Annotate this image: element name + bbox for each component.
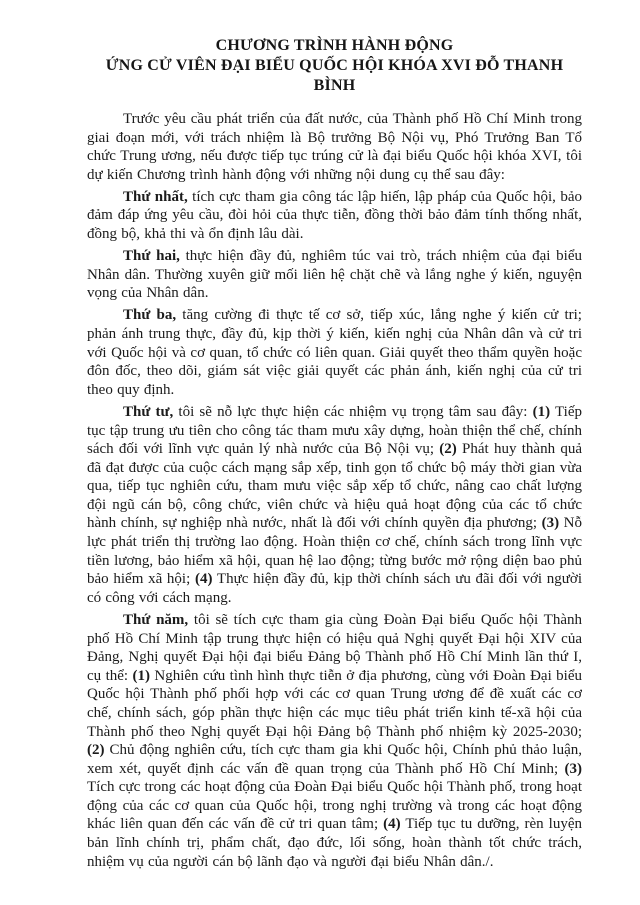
text-run: Tiếp tục tu dưỡng, rèn luyện bản lĩnh chính trị, phẩm chất, đạo đức, lối sống, hoàn thành tốt chức trách, nhiệm vụ của người cán bộ lãnh đạo và người đại biểu Nhân dân./. — [87, 816, 582, 870]
text-run: Nghiên cứu tình hình thực tiễn ở địa phương, cùng với Đoàn Đại biểu Quốc hội Thành phố phối hợp với các cơ quan Trung ương để đề xuất các cơ chế, chính sách, góp phần thực hiện các mục tiêu phát triển kinh tế-xã hội của Thành phố theo Nghị quyết Đại hội Đảng bộ Thành phố nhiệm kỳ 2025-2030; — [87, 667, 582, 740]
document-body — [87, 110, 582, 871]
paragraph-thu-nhat — [87, 188, 582, 244]
bold-marker-1: (1) — [132, 667, 150, 684]
bold-marker-3: (3) — [564, 760, 582, 777]
bold-lead: Thứ hai, — [123, 248, 180, 265]
paragraph-thu-ba — [87, 306, 582, 399]
text-run: tăng cường đi thực tế cơ sở, tiếp xúc, lắng nghe ý kiến cử tri; phản ánh trung thực, đầy đủ, kịp thời ý kiến, kiến nghị của Nhân dân và cử tri với Quốc hội và cơ quan, tổ chức có liên quan. Giải quyết theo thẩm quyền hoặc đôn đốc, theo dõi, giám sát việc giải quyết các phản ánh, kiến nghị của cử tri theo quy định. — [87, 307, 582, 398]
bold-marker-2: (2) — [439, 441, 457, 458]
bold-lead: Thứ năm, — [123, 611, 189, 628]
title-line-1: CHƯƠNG TRÌNH HÀNH ĐỘNG — [215, 37, 454, 54]
paragraph-intro — [87, 110, 582, 184]
text-run: Trước yêu cầu phát triển của đất nước, của Thành phố Hồ Chí Minh trong giai đoạn mới, với trách nhiệm là Bộ trưởng Bộ Nội vụ, Phó Trưởng Ban Tổ chức Trung ương, nếu được tiếp tục trúng cử là đại biểu Quốc hội khóa XVI, tôi dự kiến Chương trình hành động với những nội dung cụ thể sau đây: — [87, 111, 582, 183]
bold-marker-2: (2) — [87, 742, 105, 759]
bold-lead: Thứ ba, — [123, 307, 177, 324]
bold-marker-3: (3) — [541, 515, 560, 532]
bold-lead: Thứ nhất, — [123, 188, 188, 205]
paragraph-thu-hai — [87, 247, 582, 303]
text-run: Phát huy thành quả đã đạt được của cuộc cách mạng sắp xếp, tinh gọn tổ chức bộ máy thời gian vừa qua, tiếp tục nghiên cứu, tham mưu việc sắp xếp tổ chức, nâng cao chất lượng đội ngũ cán bộ, công chức, viên chức và hiệu quả hoạt động của các tổ chức hành chính, sự nghiệp nhà nước, nhất là đối với chính quyền địa phương; — [87, 441, 583, 532]
text-run: tôi sẽ tích cực tham gia cùng Đoàn Đại biểu Quốc hội Thành phố Hồ Chí Minh tập trung thực hiện có hiệu quả Nghị quyết Đại hội XIV của Đảng, Nghị quyết Đại hội đại biểu Đảng bộ Thành phố Hồ Chí Minh lần thứ I, cụ thể: — [87, 611, 582, 684]
text-run: Tiếp tục tập trung ưu tiên cho công tác tham mưu xây dựng, hoàn thiện thể chế, chính sách đối với lĩnh vực quản lý nhà nước của Bộ Nội vụ; — [87, 403, 582, 458]
bold-lead: Thứ tư, — [123, 403, 174, 420]
bold-marker-4: (4) — [194, 571, 213, 588]
title-line-2: ỨNG CỬ VIÊN ĐẠI BIỂU QUỐC HỘI KHÓA XVI ĐỖ THANH BÌNH — [105, 57, 564, 94]
paragraph-thu-tu — [87, 403, 582, 608]
text-run: tôi sẽ nỗ lực thực hiện các nhiệm vụ trọng tâm sau đây: — [173, 403, 533, 420]
document-title — [87, 36, 582, 96]
bold-marker-4: (4) — [383, 816, 401, 833]
text-run: Nỗ lực phát triển thị trường lao động. Hoàn thiện cơ chế, chính sách trong lĩnh vực tiền lương, bảo hiểm xã hội, quan hệ lao động; từng bước mở rộng diện bao phủ bảo hiểm xã hội; — [87, 515, 582, 588]
text-run: tích cực tham gia công tác lập hiến, lập pháp của Quốc hội, bảo đảm đáp ứng yêu cầu, đòi hỏi của thực tiễn, đồng thời bảo đảm tính thống nhất, đồng bộ, khả thi và ổn định lâu dài. — [87, 188, 582, 243]
text-run: thực hiện đầy đủ, nghiêm túc vai trò, trách nhiệm của đại biểu Nhân dân. Thường xuyên giữ mối liên hệ chặt chẽ và lắng nghe ý kiến, nguyện vọng của Nhân dân. — [87, 248, 582, 302]
bold-marker-1: (1) — [532, 403, 551, 420]
text-run: Chủ động nghiên cứu, tích cực tham gia khi Quốc hội, Chính phủ thảo luận, xem xét, quyết định các vấn đề quan trọng của Thành phố Hồ Chí Minh; — [87, 742, 582, 777]
text-run: Tích cực trong các hoạt động của Đoàn Đại biểu Quốc hội Thành phố, trong hoạt động của các cơ quan của Quốc hội, trong nghị trường và trong các hoạt động khác liên quan đến các vấn đề cử tri quan tâm; — [87, 779, 582, 833]
paragraph-thu-nam — [87, 611, 582, 871]
text-run: Thực hiện đầy đủ, kịp thời chính sách ưu đãi đối với người có công với cách mạng. — [87, 571, 582, 606]
